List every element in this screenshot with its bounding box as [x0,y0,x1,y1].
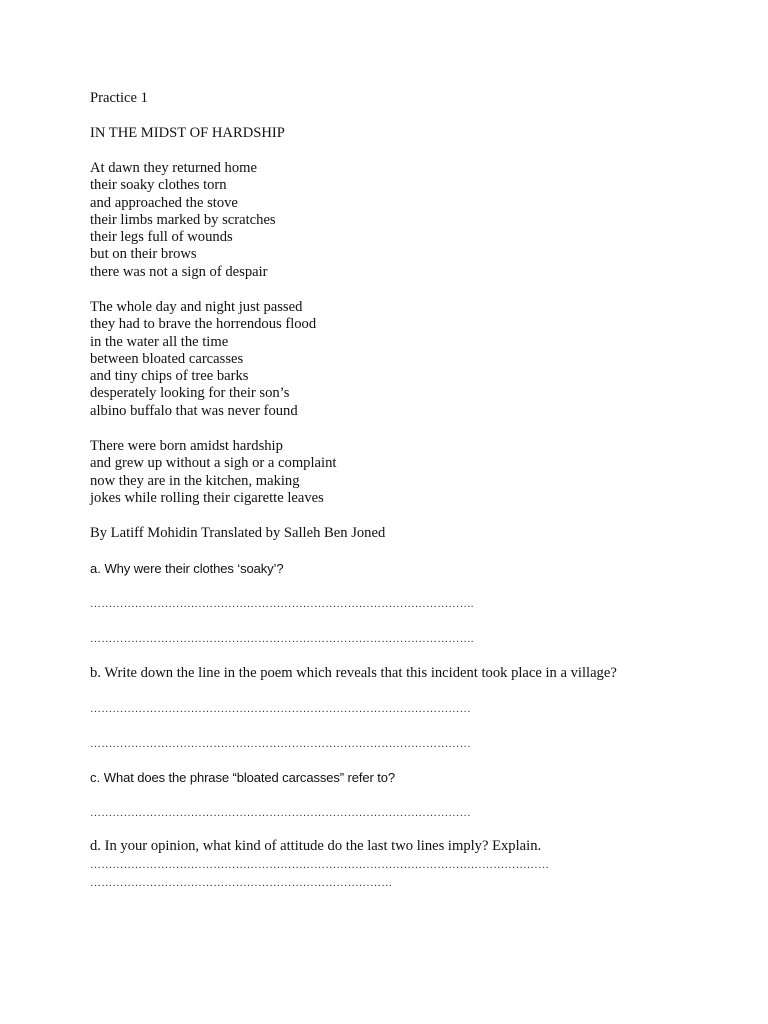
question-a-text: Why were their clothes ‘soaky’? [104,561,284,576]
question-c-text: What does the phrase “bloated carcasses” refer to? [103,770,396,785]
question-b [90,665,617,682]
poem-line: desperately looking for their son’s [90,385,290,402]
question-a-label: a. [90,561,101,576]
question-c [90,769,395,786]
question-b-label: b. [90,665,101,681]
poem-line: their limbs marked by scratches [90,211,276,228]
answer-b-line-2[interactable]: ………………………………………………………………………………………… [90,738,471,750]
poem-line: At dawn they returned home [90,160,257,176]
poem-line: but on their brows [90,246,197,263]
poem-stanza-3 [90,438,336,507]
poem-stanza-2 [90,299,316,420]
poem-line: and tiny chips of tree barks [90,368,249,385]
question-a [90,560,283,577]
poem-line: in the water all the time [90,333,229,350]
poem-line: and approached the stove [90,194,238,211]
question-d-text: In your opinion, what kind of attitude do the last two lines imply? Explain. [104,838,542,854]
poem-line: and grew up without a sigh or a complaint [90,455,337,472]
answer-b-line-1[interactable]: ………………………………………………………………………………………… [90,703,471,715]
question-b-text: Write down the line in the poem which reveals that this incident took place in a village? [104,665,617,681]
poem-line: between bloated carcasses [90,350,244,367]
poem-line: they had to brave the horrendous flood [90,316,317,333]
answer-c-line-1[interactable]: ………………………………………………………………………………………… [90,807,471,819]
poem-line: now they are in the kitchen, making [90,472,300,489]
poem-title: IN THE MIDST OF HARDSHIP [90,125,285,141]
answer-a-line-1[interactable]: …………………………………………………………………………………………. [90,598,474,610]
question-d [90,838,541,855]
answer-d-line-2[interactable]: ……………………………………………………………………… [90,877,393,889]
byline: By Latiff Mohidin Translated by Salleh Ben Joned [90,525,386,541]
answer-a-line-2[interactable]: …………………………………………………………………………………………. [90,633,474,645]
poem-stanza-1 [90,160,276,281]
poem-line: albino buffalo that was never found [90,402,298,419]
question-d-label: d. [90,838,101,854]
poem-line: jokes while rolling their cigarette leaves [90,489,324,506]
question-c-label: c. [90,770,101,785]
poem-line: The whole day and night just passed [90,299,303,315]
answer-d-line-1[interactable]: …………………………………………………………………………………………………………… [90,859,550,871]
poem-line: their soaky clothes torn [90,177,227,194]
poem-line: their legs full of wounds [90,229,233,246]
poem-line: There were born amidst hardship [90,438,283,454]
practice-label: Practice 1 [90,90,148,106]
poem-line: there was not a sign of despair [90,263,268,280]
